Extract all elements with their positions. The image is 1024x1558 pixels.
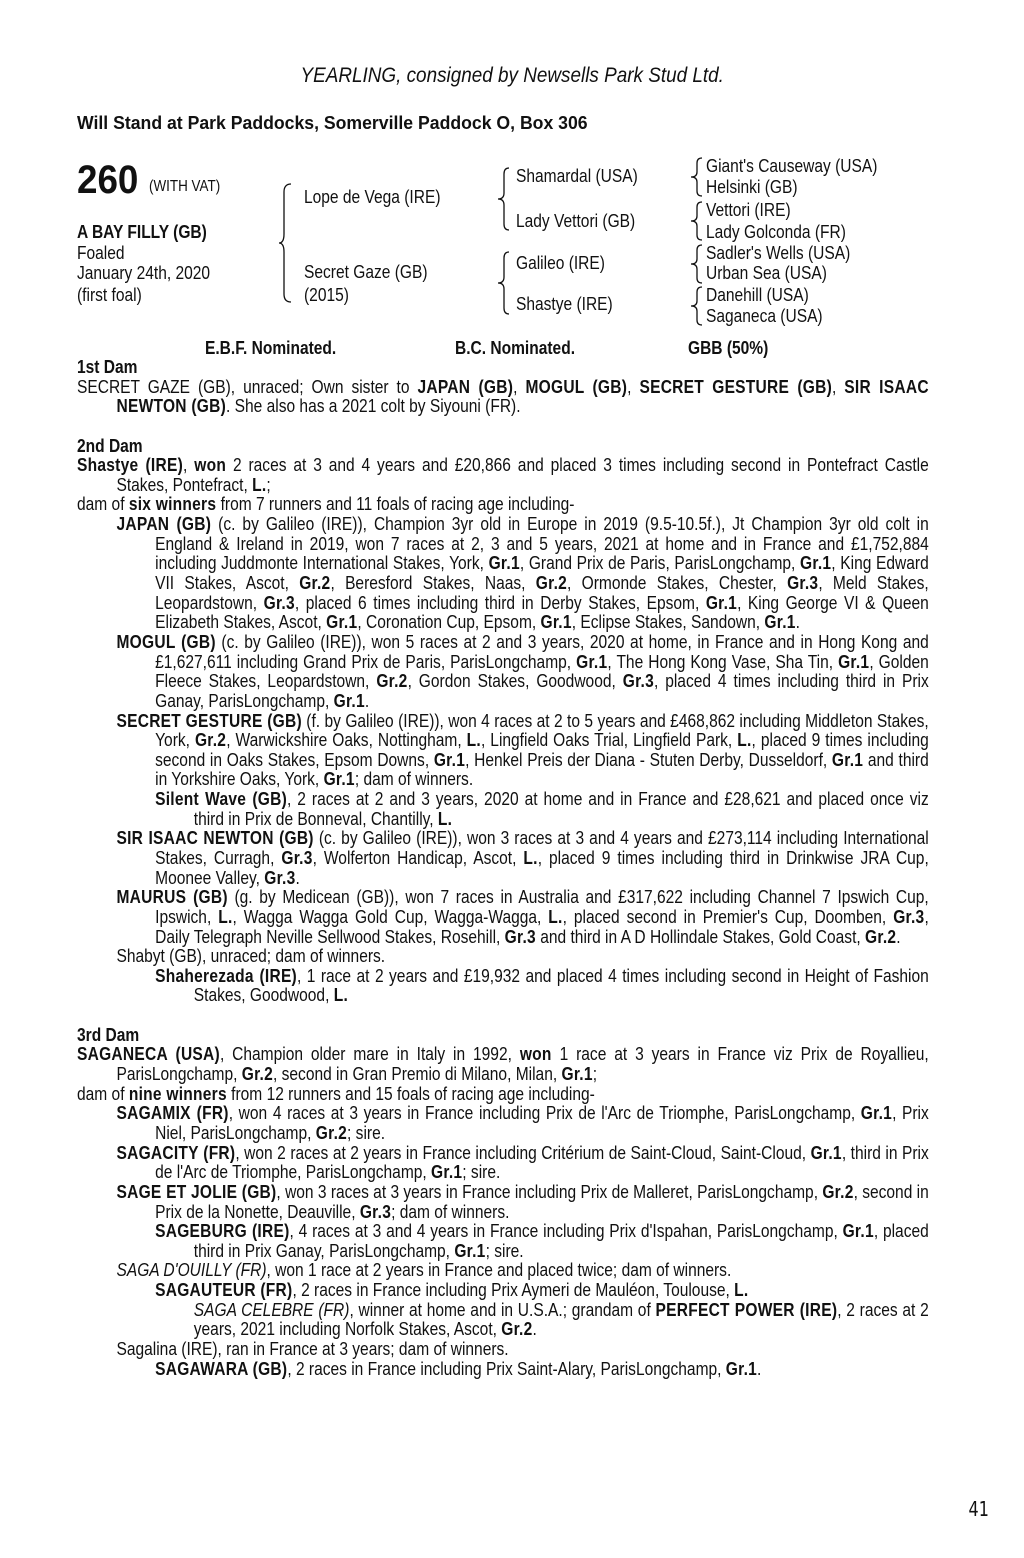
text: , placed second in Premier's Cup, Doomben, (562, 905, 894, 927)
highlighted-text: Gr.2 (376, 670, 408, 692)
highlighted-text: L. (548, 905, 563, 927)
highlighted-text: Silent Wave (GB) (155, 788, 288, 810)
pedigree-paragraph (77, 1221, 929, 1260)
highlighted-text: JAPAN (GB) (116, 513, 212, 535)
text: , 2 races in France including Prix Aymeri de Mauléon, Toulouse, (292, 1279, 735, 1301)
italic-text: SAGA D'OUILLY (FR) (116, 1259, 267, 1281)
pedigree-paragraph (77, 1084, 929, 1104)
highlighted-text: Gr.2 (299, 572, 331, 594)
pedigree-paragraph (77, 828, 929, 887)
catalogue-header (0, 64, 1024, 88)
text: , The Hong Kong Vase, Sha Tin, (607, 650, 839, 672)
highlighted-text: won (519, 1043, 552, 1065)
highlighted-text: SAGEBURG (IRE) (155, 1220, 290, 1242)
text: and third in A D Hollindale Stakes, Gold Coast, (535, 925, 866, 947)
text: , placed 6 times including third in Derby Stakes, Epsom, (294, 591, 706, 613)
pedigree-paragraph (77, 1300, 929, 1339)
stabling-location: Will Stand at Park Paddocks, Somerville Paddock O, Box 306 (77, 113, 588, 133)
brace-icon (688, 200, 704, 242)
brace-icon (688, 156, 704, 198)
text: (c. by Galileo (IRE)), won 3 races at 3 and 4 years and £273,114 including International Stakes, Curragh, (155, 827, 929, 868)
pedigree-paragraph (77, 1103, 929, 1142)
text: 1st Dam (77, 356, 138, 377)
text: Shabyt (GB), unraced; dam of winners. (116, 945, 386, 967)
highlighted-text: Gr.3 (263, 591, 295, 613)
text: , Ormonde Stakes, Chester, (567, 572, 788, 594)
highlighted-text: six winners (128, 493, 217, 515)
spacer (77, 416, 929, 436)
pedigree-brace-icon (278, 182, 294, 304)
highlighted-text: Gr.3 (264, 866, 296, 888)
text: , Beresford Stakes, Naas, (330, 572, 536, 594)
text: , 2 races at 2 and 3 years, 2020 at home and in France and £28,621 and placed once viz third in Prix de Bonneval, Chantilly, (193, 788, 929, 829)
text: , Wolferton Handicap, Ascot, (312, 847, 524, 868)
bc-nomination: B.C. Nominated. (455, 337, 576, 358)
highlighted-text: Gr.1 (725, 1357, 758, 1379)
pedigree-paragraph (77, 1359, 929, 1379)
highlighted-text: SAGANECA (USA) (77, 1043, 220, 1065)
pedigree-paragraph (77, 514, 929, 632)
gbb-status: GBB (50%) (688, 337, 769, 358)
highlighted-text: Gr.2 (241, 1063, 273, 1085)
pedigree-paragraph (77, 1260, 929, 1280)
text: , Daily Telegraph Neville Sellwood Stakes, Rosehill, (155, 905, 929, 947)
text: (c. by Galileo (IRE)), won 5 races at 2 and 3 years, 2020 at home, in France and in Hong Kong and £1,627,611 including Grand Prix de Paris, ParisLongchamp, (155, 630, 929, 672)
highlighted-text: nine winners (128, 1082, 227, 1104)
text: ; sire. (462, 1161, 501, 1183)
text: , placed 9 times including second in Oaks Stakes, Epsom Downs, (155, 729, 929, 770)
highlighted-text: L. (252, 473, 267, 495)
text: (c. by Galileo (IRE)), Champion 3yr old in Europe in 2019 (9.5-10.5f.), Jt Champion 3yr old colt in England & Ireland in 2019, won 7 races at 2, 3 and 5 years, 2021 at home and in France and £1,752,884 including Juddmonte International Stakes, York, (155, 513, 929, 574)
ancestor-sds: Vettori (IRE) (706, 199, 791, 220)
highlighted-text: Gr.3 (359, 1200, 392, 1222)
section-heading (77, 436, 929, 456)
highlighted-text: PERFECT POWER (IRE) (655, 1298, 838, 1320)
highlighted-text: L. (737, 729, 752, 751)
text: ; (266, 473, 271, 495)
text: , placed 4 times including third in Prix Ganay, ParisLongchamp, (155, 670, 929, 711)
text: . She also has a 2021 colt by Siyouni (FR). (226, 395, 521, 417)
highlighted-text: won (194, 454, 227, 476)
text: . (896, 925, 901, 947)
text: and third in Yorkshire Oaks, York, (155, 748, 929, 790)
highlighted-text: Gr.1 (810, 1141, 842, 1163)
highlighted-text: Gr.1 (431, 1161, 463, 1183)
text: , winner at home and in U.S.A.; grandam of (349, 1298, 656, 1320)
highlighted-text: Gr.2 (315, 1121, 348, 1143)
highlighted-text: SAGAMIX (FR) (116, 1102, 229, 1124)
highlighted-text: Gr.1 (860, 1102, 893, 1124)
highlighted-text: SAGAWARA (GB) (155, 1357, 288, 1379)
highlighted-text: SIR ISAAC NEWTON (GB) (116, 375, 929, 417)
pedigree-paragraph (77, 966, 929, 1005)
brace-icon (688, 285, 704, 327)
dam-brace-icon (496, 250, 512, 316)
text: , placed 9 times including third in Drinkwise JRA Cup, Moonee Valley, (155, 847, 929, 888)
highlighted-text: L. (218, 905, 233, 927)
text: from 7 runners and 11 foals of racing age including- (216, 493, 575, 515)
text: . (757, 1357, 762, 1379)
text: 2 races at 3 and 4 years and £20,866 and placed 3 times including second in Pontefract Castle Stakes, Pontefract, (116, 454, 929, 495)
text: , (832, 375, 845, 397)
highlighted-text: L. (437, 807, 453, 829)
pedigree-paragraph (77, 789, 929, 828)
highlighted-text: MAURUS (GB) (116, 886, 228, 908)
text: . (795, 611, 800, 633)
text: 3rd Dam (77, 1023, 140, 1045)
text: , 2 races in France including Prix Saint-Alary, ParisLongchamp, (287, 1357, 726, 1379)
highlighted-text: Gr.1 (831, 748, 864, 770)
highlighted-text: Gr.1 (800, 552, 832, 574)
text: dam of (77, 493, 129, 515)
highlighted-text: Shaherezada (IRE) (155, 964, 297, 986)
text: Sagalina (IRE), ran in France at 3 years; dam of winners. (116, 1338, 509, 1359)
highlighted-text: Gr.1 (705, 591, 738, 613)
pedigree-paragraph (77, 455, 929, 494)
highlighted-text: Gr.3 (504, 925, 536, 947)
brace-icon (688, 243, 704, 285)
pedigree-paragraph (77, 1280, 929, 1300)
highlighted-text: Gr.1 (842, 1220, 874, 1242)
text: from 12 runners and 15 foals of racing age including- (226, 1082, 595, 1104)
highlighted-text: Gr.3 (787, 572, 819, 594)
dam-year: (2015) (304, 284, 349, 305)
text: , won 3 races at 3 years in France including Prix de Malleret, ParisLongchamp, (276, 1180, 823, 1202)
vat-note: (WITH VAT) (149, 178, 221, 195)
text: , won 2 races at 2 years in France including Critérium de Saint-Cloud, Saint-Cloud, (235, 1141, 811, 1163)
highlighted-text: Gr.1 (576, 650, 608, 672)
sire-brace-icon (496, 166, 512, 232)
text: , Prix Niel, ParisLongchamp, (155, 1102, 929, 1143)
highlighted-text: L. (523, 847, 538, 868)
highlighted-text: Gr.2 (822, 1180, 854, 1202)
sire-dam: Lady Vettori (GB) (516, 210, 636, 231)
text: , (183, 454, 195, 476)
text: , (627, 375, 640, 397)
highlighted-text: Gr.1 (838, 650, 870, 672)
highlighted-text: SAGE ET JOLIE (GB) (116, 1180, 277, 1202)
highlighted-text: Gr.1 (540, 611, 572, 633)
text: , won 1 race at 2 years in France and placed twice; dam of winners. (266, 1259, 732, 1281)
text: , second in Prix de la Nonette, Deauville, (155, 1180, 929, 1222)
text: , 2 races at 2 years, 2021 including Norfolk Stakes, Ascot, (193, 1298, 929, 1340)
ancestor-sss: Giant's Causeway (USA) (706, 155, 878, 176)
pedigree-paragraph (77, 1339, 929, 1359)
horse-description: A BAY FILLY (GB) (77, 221, 207, 242)
section-heading (77, 357, 929, 377)
highlighted-text: MOGUL (GB) (116, 630, 216, 652)
text: , Meld Stakes, Leopardstown, (155, 572, 929, 613)
highlighted-text: SAGAUTEUR (FR) (155, 1279, 293, 1301)
consignor-title: YEARLING, consigned by Newsells Park Stud Ltd. (300, 64, 724, 87)
highlighted-text: Gr.2 (865, 925, 897, 947)
highlighted-text: Gr.3 (622, 670, 654, 692)
pedigree-paragraph (77, 494, 929, 514)
text: , (513, 375, 526, 397)
text: , 4 races at 3 and 4 years in France including Prix d'Ispahan, ParisLongchamp, (289, 1220, 843, 1242)
ancestor-dds: Danehill (USA) (706, 284, 809, 305)
highlighted-text: Gr.2 (194, 729, 227, 751)
pedigree-paragraph (77, 377, 929, 416)
pedigree-paragraph (77, 946, 929, 966)
pedigree-paragraph (77, 1143, 929, 1182)
ancestor-ddd: Saganeca (USA) (706, 305, 823, 326)
sire-sire: Shamardal (USA) (516, 165, 638, 186)
italic-text: SAGA CELEBRE (FR) (193, 1298, 350, 1320)
text: ; dam of winners. (391, 1200, 510, 1222)
ancestor-sdd: Lady Golconda (FR) (706, 221, 846, 242)
text: , Henkel Preis der Diana - Stuten Derby, Dusseldorf, (465, 748, 832, 770)
text: (f. by Galileo (IRE)), won 4 races at 2 to 5 years and £468,862 including Middleton Stakes, York, (155, 709, 929, 751)
text: ; dam of winners. (354, 768, 474, 790)
page-number: 41 (968, 1497, 989, 1521)
lot-number: 260 (77, 158, 139, 202)
highlighted-text: SIR ISAAC NEWTON (GB) (116, 827, 314, 849)
highlighted-text: Gr.1 (326, 611, 358, 633)
text: , Warwickshire Oaks, Nottingham, (226, 729, 467, 751)
text: , King Edward VII Stakes, Ascot, (155, 552, 929, 594)
ancestor-dsd: Urban Sea (USA) (706, 262, 827, 283)
text: , won 4 races at 3 years in France including Prix de l'Arc de Triomphe, ParisLongchamp, (228, 1102, 861, 1124)
text: , third in Prix de l'Arc de Triomphe, ParisLongchamp, (155, 1141, 929, 1183)
dam-dam: Shastye (IRE) (516, 293, 613, 314)
ebf-nomination: E.B.F. Nominated. (205, 337, 337, 358)
text: ; sire. (485, 1239, 524, 1261)
text: , King George VI & Queen Elizabeth Stakes, Ascot, (155, 591, 929, 633)
text: , Wagga Wagga Gold Cup, Wagga-Wagga, (232, 905, 549, 927)
highlighted-text: L. (734, 1279, 749, 1301)
pedigree-paragraph (77, 711, 929, 790)
highlighted-text: Gr.1 (488, 552, 520, 574)
text: ; sire. (347, 1121, 386, 1143)
text: . (364, 689, 370, 711)
ancestor-dss: Sadler's Wells (USA) (706, 242, 851, 263)
highlighted-text: Gr.1 (323, 768, 355, 790)
text: SECRET GAZE (GB), unraced; Own sister to (77, 375, 418, 397)
ancestor-ssd: Helsinki (GB) (706, 176, 798, 197)
text: . (532, 1318, 537, 1340)
highlighted-text: JAPAN (GB) (417, 375, 514, 397)
pedigree-paragraph (77, 887, 929, 946)
highlighted-text: Gr.2 (501, 1318, 533, 1340)
text: ; (592, 1063, 598, 1085)
highlighted-text: Gr.3 (893, 905, 925, 927)
text: , Gordon Stakes, Goodwood, (407, 670, 623, 692)
highlighted-text: SAGACITY (FR) (116, 1141, 236, 1163)
sire: Lope de Vega (IRE) (304, 186, 441, 207)
highlighted-text: SECRET GESTURE (GB) (116, 709, 302, 731)
foaling-date: January 24th, 2020 (77, 262, 211, 283)
text: , Lingfield Oaks Trial, Lingfield Park, (480, 729, 738, 751)
dam-sire: Galileo (IRE) (516, 252, 605, 273)
pedigree-paragraph (77, 632, 929, 711)
spacer (77, 1005, 929, 1025)
foaled-label: Foaled (77, 242, 125, 263)
text: , Golden Fleece Stakes, Leopardstown, (155, 650, 929, 692)
highlighted-text: Gr.1 (433, 748, 466, 770)
text: dam of (77, 1082, 129, 1104)
highlighted-text: L. (466, 729, 481, 751)
highlighted-text: Gr.1 (333, 689, 365, 711)
foal-note: (first foal) (77, 284, 142, 305)
text: , 1 race at 2 years and £19,932 and placed 4 times including second in Height of Fashion Stakes, Goodwood, (193, 964, 929, 1006)
text: , Grand Prix de Paris, ParisLongchamp, (519, 552, 801, 574)
highlighted-text: Gr.1 (561, 1063, 593, 1085)
dam: Secret Gaze (GB) (304, 261, 428, 282)
highlighted-text: Shastye (IRE) (77, 454, 184, 476)
family-details (77, 357, 929, 1378)
highlighted-text: MOGUL (GB) (525, 375, 628, 397)
text: , placed third in Prix Ganay, ParisLongchamp, (193, 1220, 929, 1261)
highlighted-text: L. (333, 984, 349, 1006)
text: , Eclipse Stakes, Sandown, (571, 611, 765, 633)
pedigree-paragraph (77, 1044, 929, 1083)
highlighted-text: Gr.1 (454, 1239, 486, 1261)
section-heading (77, 1025, 929, 1045)
text: 2nd Dam (77, 434, 143, 456)
text: , Champion older mare in Italy in 1992, (219, 1043, 520, 1065)
highlighted-text: Gr.3 (281, 847, 313, 868)
text: . (295, 866, 300, 888)
pedigree-paragraph (77, 1182, 929, 1221)
text: , Coronation Cup, Epsom, (357, 611, 541, 633)
text: 1 race at 3 years in France viz Prix de Royallieu, ParisLongchamp, (116, 1043, 929, 1085)
highlighted-text: SECRET GESTURE (GB) (639, 375, 833, 397)
highlighted-text: Gr.1 (764, 611, 796, 633)
highlighted-text: Gr.2 (535, 572, 568, 594)
text: (g. by Medicean (GB)), won 7 races in Australia and £317,622 including Channel 7 Ipswich Cup, Ipswich, (155, 886, 929, 927)
text: , second in Gran Premio di Milano, Milan, (272, 1063, 562, 1085)
